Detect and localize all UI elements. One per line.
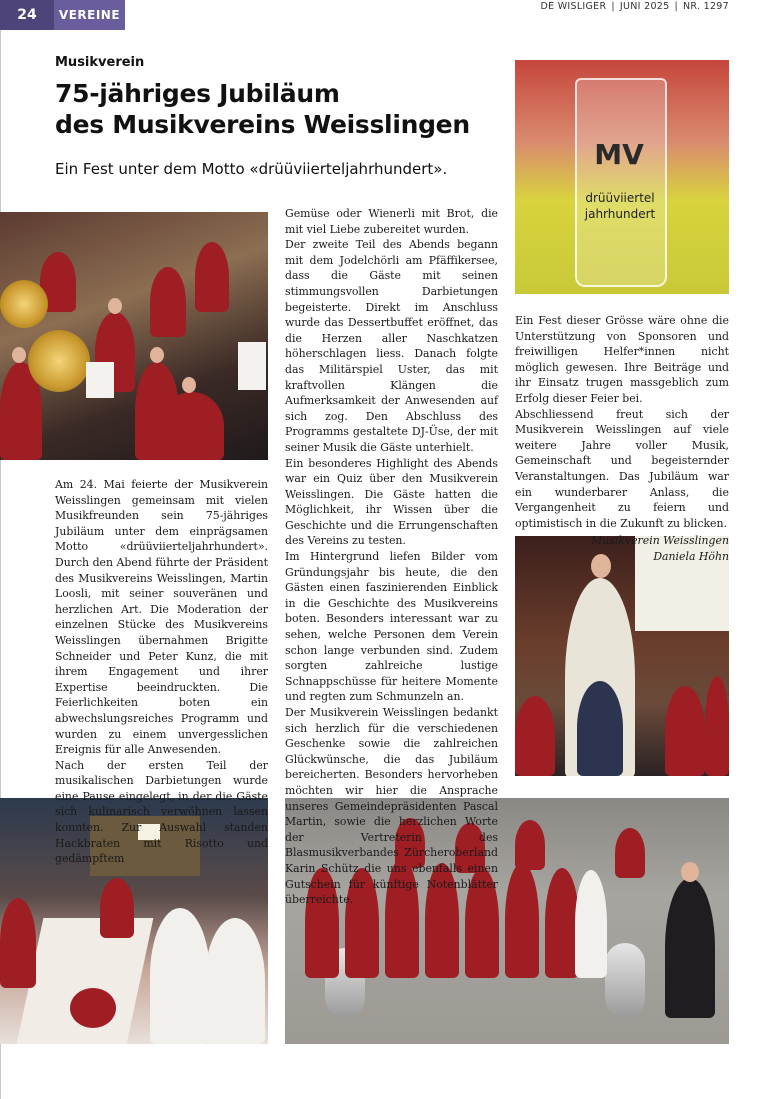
paragraph: Abschliessend freut sich der Musikverein Weisslingen auf viele weitere Jahre voller Musik, Gemeinschaft und begeisternder Veranstaltungen. Das Jubiläum war ein wunderbarer Anlass, die Vergangenheit zu feiern und optimistisch in die Zukunft zu blicken. [515,407,729,530]
guest-figure [150,908,210,1044]
member-figure [575,870,607,978]
text-column-1 [55,477,268,867]
title-line-2: des Musikvereins Weisslingen [55,110,470,139]
glass-outline [575,78,667,287]
glass-print-line-1: drüüviiertel [585,191,655,205]
paragraph: Der zweite Teil des Abends begann mit dem Jodelchörli am Pfäffikersee, dass die Gäste mit seinen stimmungsvollen Darbietungen begeisterte. Direkt im Anschluss wurde das Dessertbuffet eröffnet, das die Herzen aller Naschkatzen höherschlagen liess. Danach folgte das Militärspiel Uster, das mit kraftvollen Klängen die Aufmerksamkeit der Anwesenden auf sich zog. Den Abschluss des Programms gestaltete DJ-Üse, der mit seiner Musik die Gäste unterhielt. [285,238,498,454]
musician-head [182,377,196,393]
article-subtitle: Ein Fest unter dem Motto «drüüviierteljahrhundert». [55,160,448,178]
paragraph: Der Musikverein Weisslingen bedankt sich herzlich für die verschiedenen Geschenke sowie die zahlreichen Glückwünsche, die das Jubiläum bereicherten. Besonders hervorheben möchten wir hier die Ansprache unseres Gemeindepräsidenten Pascal Martin, sowie die herzlichen Worte der Vertreterin des Blasmusikverbandes Zürcheroberland Karin Schütz die uns ebenfalls einen Gutschein für künftige Notenblätter überreichte. [285,706,498,907]
music-sheet [238,342,266,390]
paragraph: Am 24. Mai feierte der Musikverein Weisslingen gemeinsam mit vielen Musikfreunden sein 75-jähriges Jubiläum unter dem einprägsamen Motto «drüüviierteljahrhundert». Durch den Abend führte der Präsident des Musikvereins Weisslingen, Martin Loosli, mit seiner souveränen und herzlichen Art. Die Moderation der einzelnen Stücke des Musikvereins Weisslingen übernahmen Brigitte Schneider und Peter Kunz, die mit ihrem Engagement und ihrer Expertise beeindruckten. Die Feierlichkeiten boten ein abwechslungsreiches Programm und wurden zu einem unvergesslichen Ereignis für alle Anwesenden. [55,478,268,757]
issue-date: JUNI 2025 [619,1,670,12]
flower-arrangement [70,988,116,1028]
guest-figure [0,898,36,988]
musician-figure [160,392,224,460]
photo-brass-band [0,212,268,460]
paragraph: Im Hintergrund liefen Bilder vom Gründungsjahr bis heute, die den Gästen einen faszinierenden Einblick in die Geschichte des Musikvereins boten. Besonders interessant war zu sehen, welche Personen dem Verein schon lange verbunden sind. Zudem sorgten zahlreiche lustige Schnappschüsse für heitere Momente und regten zum Schmunzeln an. [285,550,498,704]
signature-author: Daniela Höhn [653,549,729,563]
article-signature [515,533,729,564]
paragraph: Gemüse oder Wienerli mit Brot, die mit viel Liebe zubereitet wurden. [285,207,498,236]
photo-speaker [515,536,729,776]
tuba-bell [28,330,90,392]
conductor-head [681,862,699,882]
musician-figure [665,686,705,776]
text-column-3 [515,313,729,565]
paragraph: Ein Fest dieser Grösse wäre ohne die Unterstützung von Sponsoren und freiwilligen Helfer*innen nicht möglich gewesen. Ihre Beiträge und ihr Einsatz trugen massgeblich zum Erfolg dieser Feier bei. [515,314,729,405]
conductor-figure [665,878,715,1018]
instrument-bell [0,280,48,328]
photo-jubilee-glass [515,60,729,294]
text-column-2 [285,206,498,908]
title-line-1: 75-jähriges Jubiläum [55,79,340,108]
glass-logo: MV [594,138,644,171]
member-figure [515,820,545,870]
signature-organisation: Musikverein Weisslingen [591,534,729,548]
musician-head [108,298,122,314]
musician-figure [705,676,729,776]
member-figure [615,828,645,878]
tuba [605,943,645,1018]
musician-head [12,347,26,363]
musician-figure [195,242,229,312]
section-label: VEREINE [54,0,125,30]
speaker-trousers [577,681,623,776]
musician-figure [150,267,186,337]
paragraph: Ein besonderes Highlight des Abends war ein Quiz über den Musikverein Weisslingen. Die Gäste hatten die Möglichkeit, ihr Wissen über die Geschichte und die Errungenschaften des Vereins zu testen. [285,456,498,548]
issue-number: NR. 1297 [683,1,729,12]
article-title [55,78,495,140]
music-sheet [86,362,114,398]
masthead: DE WISLIGER | JUNI 2025 | NR. 1297 [540,1,729,12]
article-kicker: Musikverein [55,55,145,70]
musician-figure [515,696,555,776]
guest-figure [205,918,265,1044]
member-figure [545,868,579,978]
glass-print [577,190,663,222]
paragraph: Nach der ersten Teil der musikalischen Darbietungen wurde eine Pause eingelegt, in der die Gäste sich kulinarisch verwöhnen lassen konnten. Zur Auswahl standen Hackbraten mit Risotto und gedämpftem [55,758,268,866]
publication-name: DE WISLIGER [540,1,607,12]
musician-head [150,347,164,363]
guest-figure [100,878,134,938]
page-number: 24 [0,0,54,30]
glass-print-line-2: jahrhundert [584,207,656,221]
member-figure [505,863,539,978]
